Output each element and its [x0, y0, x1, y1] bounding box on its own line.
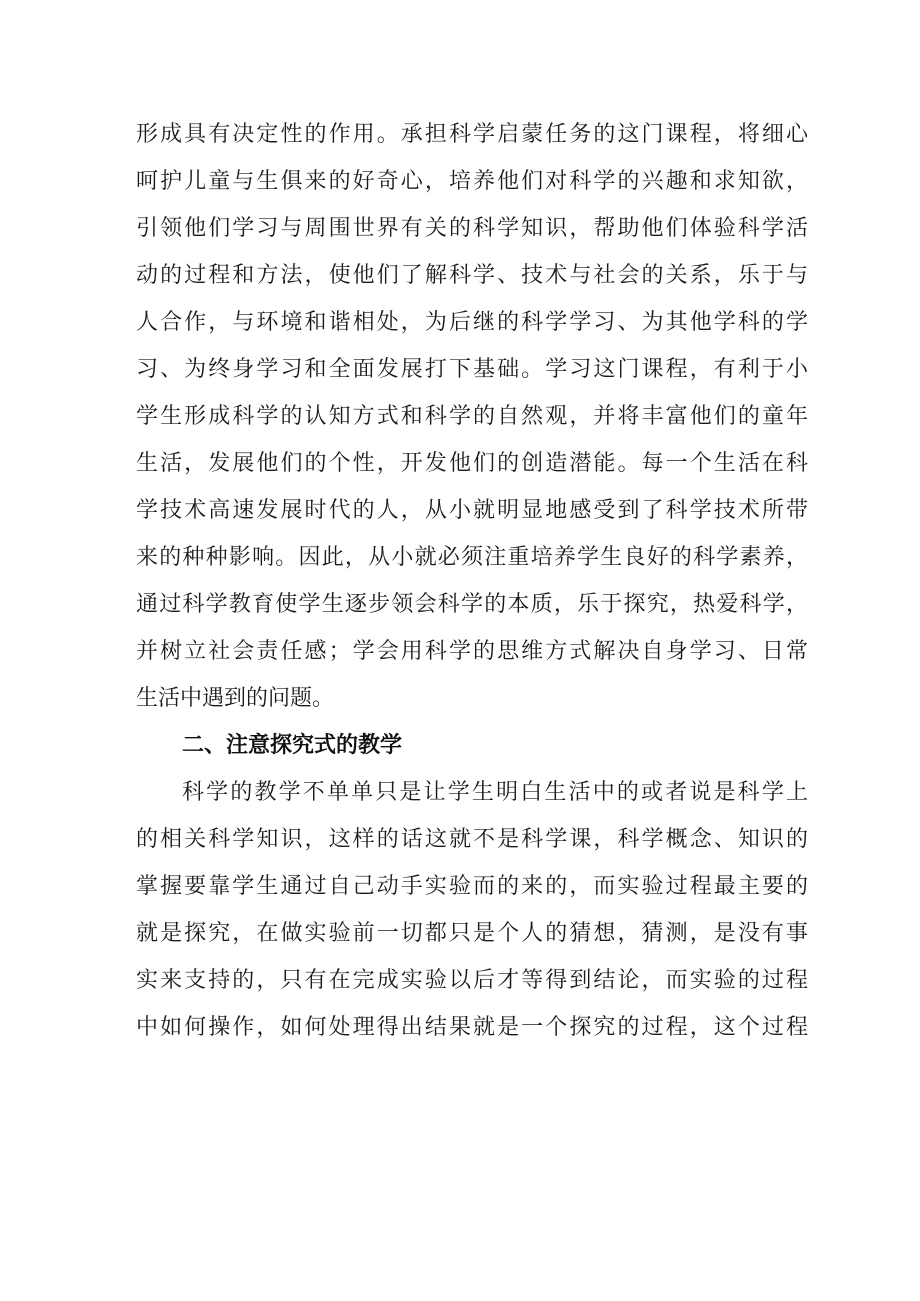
text-line: 中如何操作，如何处理得出结果就是一个探究的过程，这个过程 [136, 1015, 808, 1040]
text-line: 就是探究，在做实验前一切都只是个人的猜想，猜测，是没有事 [136, 921, 808, 946]
text-line: 学技术高速发展时代的人，从小就明显地感受到了科学技术所带 [136, 498, 808, 523]
text-line: 的相关科学知识，这样的话这就不是科学课，科学概念、知识的 [136, 827, 808, 852]
text-line: 通过科学教育使学生逐步领会科学的本质，乐于探究，热爱科学， [136, 592, 808, 617]
text-line: 并树立社会责任感；学会用科学的思维方式解决自身学习、日常 [136, 639, 808, 664]
text-line: 生活，发展他们的个性，开发他们的创造潜能。每一个生活在科 [136, 451, 808, 476]
text-line: 科学的教学不单单只是让学生明白生活中的或者说是科学上 [182, 780, 808, 805]
text-line: 实来支持的，只有在完成实验以后才等得到结论，而实验的过程 [136, 968, 808, 993]
text-line: 动的过程和方法，使他们了解科学、技术与社会的关系，乐于与 [136, 263, 808, 288]
text-line: 习、为终身学习和全面发展打下基础。学习这门课程，有利于小 [136, 357, 808, 382]
text-line: 形成具有决定性的作用。承担科学启蒙任务的这门课程，将细心 [136, 122, 808, 147]
text-line: 人合作，与环境和谐相处，为后继的科学学习、为其他学科的学 [136, 310, 808, 335]
text-line: 掌握要靠学生通过自己动手实验而的来的，而实验过程最主要的 [136, 874, 808, 899]
text-line: 来的种种影响。因此，从小就必须注重培养学生良好的科学素养， [136, 545, 808, 570]
text-line: 引领他们学习与周围世界有关的科学知识，帮助他们体验科学活 [136, 216, 808, 241]
text-line: 生活中遇到的问题。 [136, 686, 335, 711]
text-line: 学生形成科学的认知方式和科学的自然观，并将丰富他们的童年 [136, 404, 808, 429]
text-line: 呵护儿童与生俱来的好奇心，培养他们对科学的兴趣和求知欲， [136, 169, 808, 194]
section-heading: 二、注意探究式的教学 [182, 733, 403, 758]
